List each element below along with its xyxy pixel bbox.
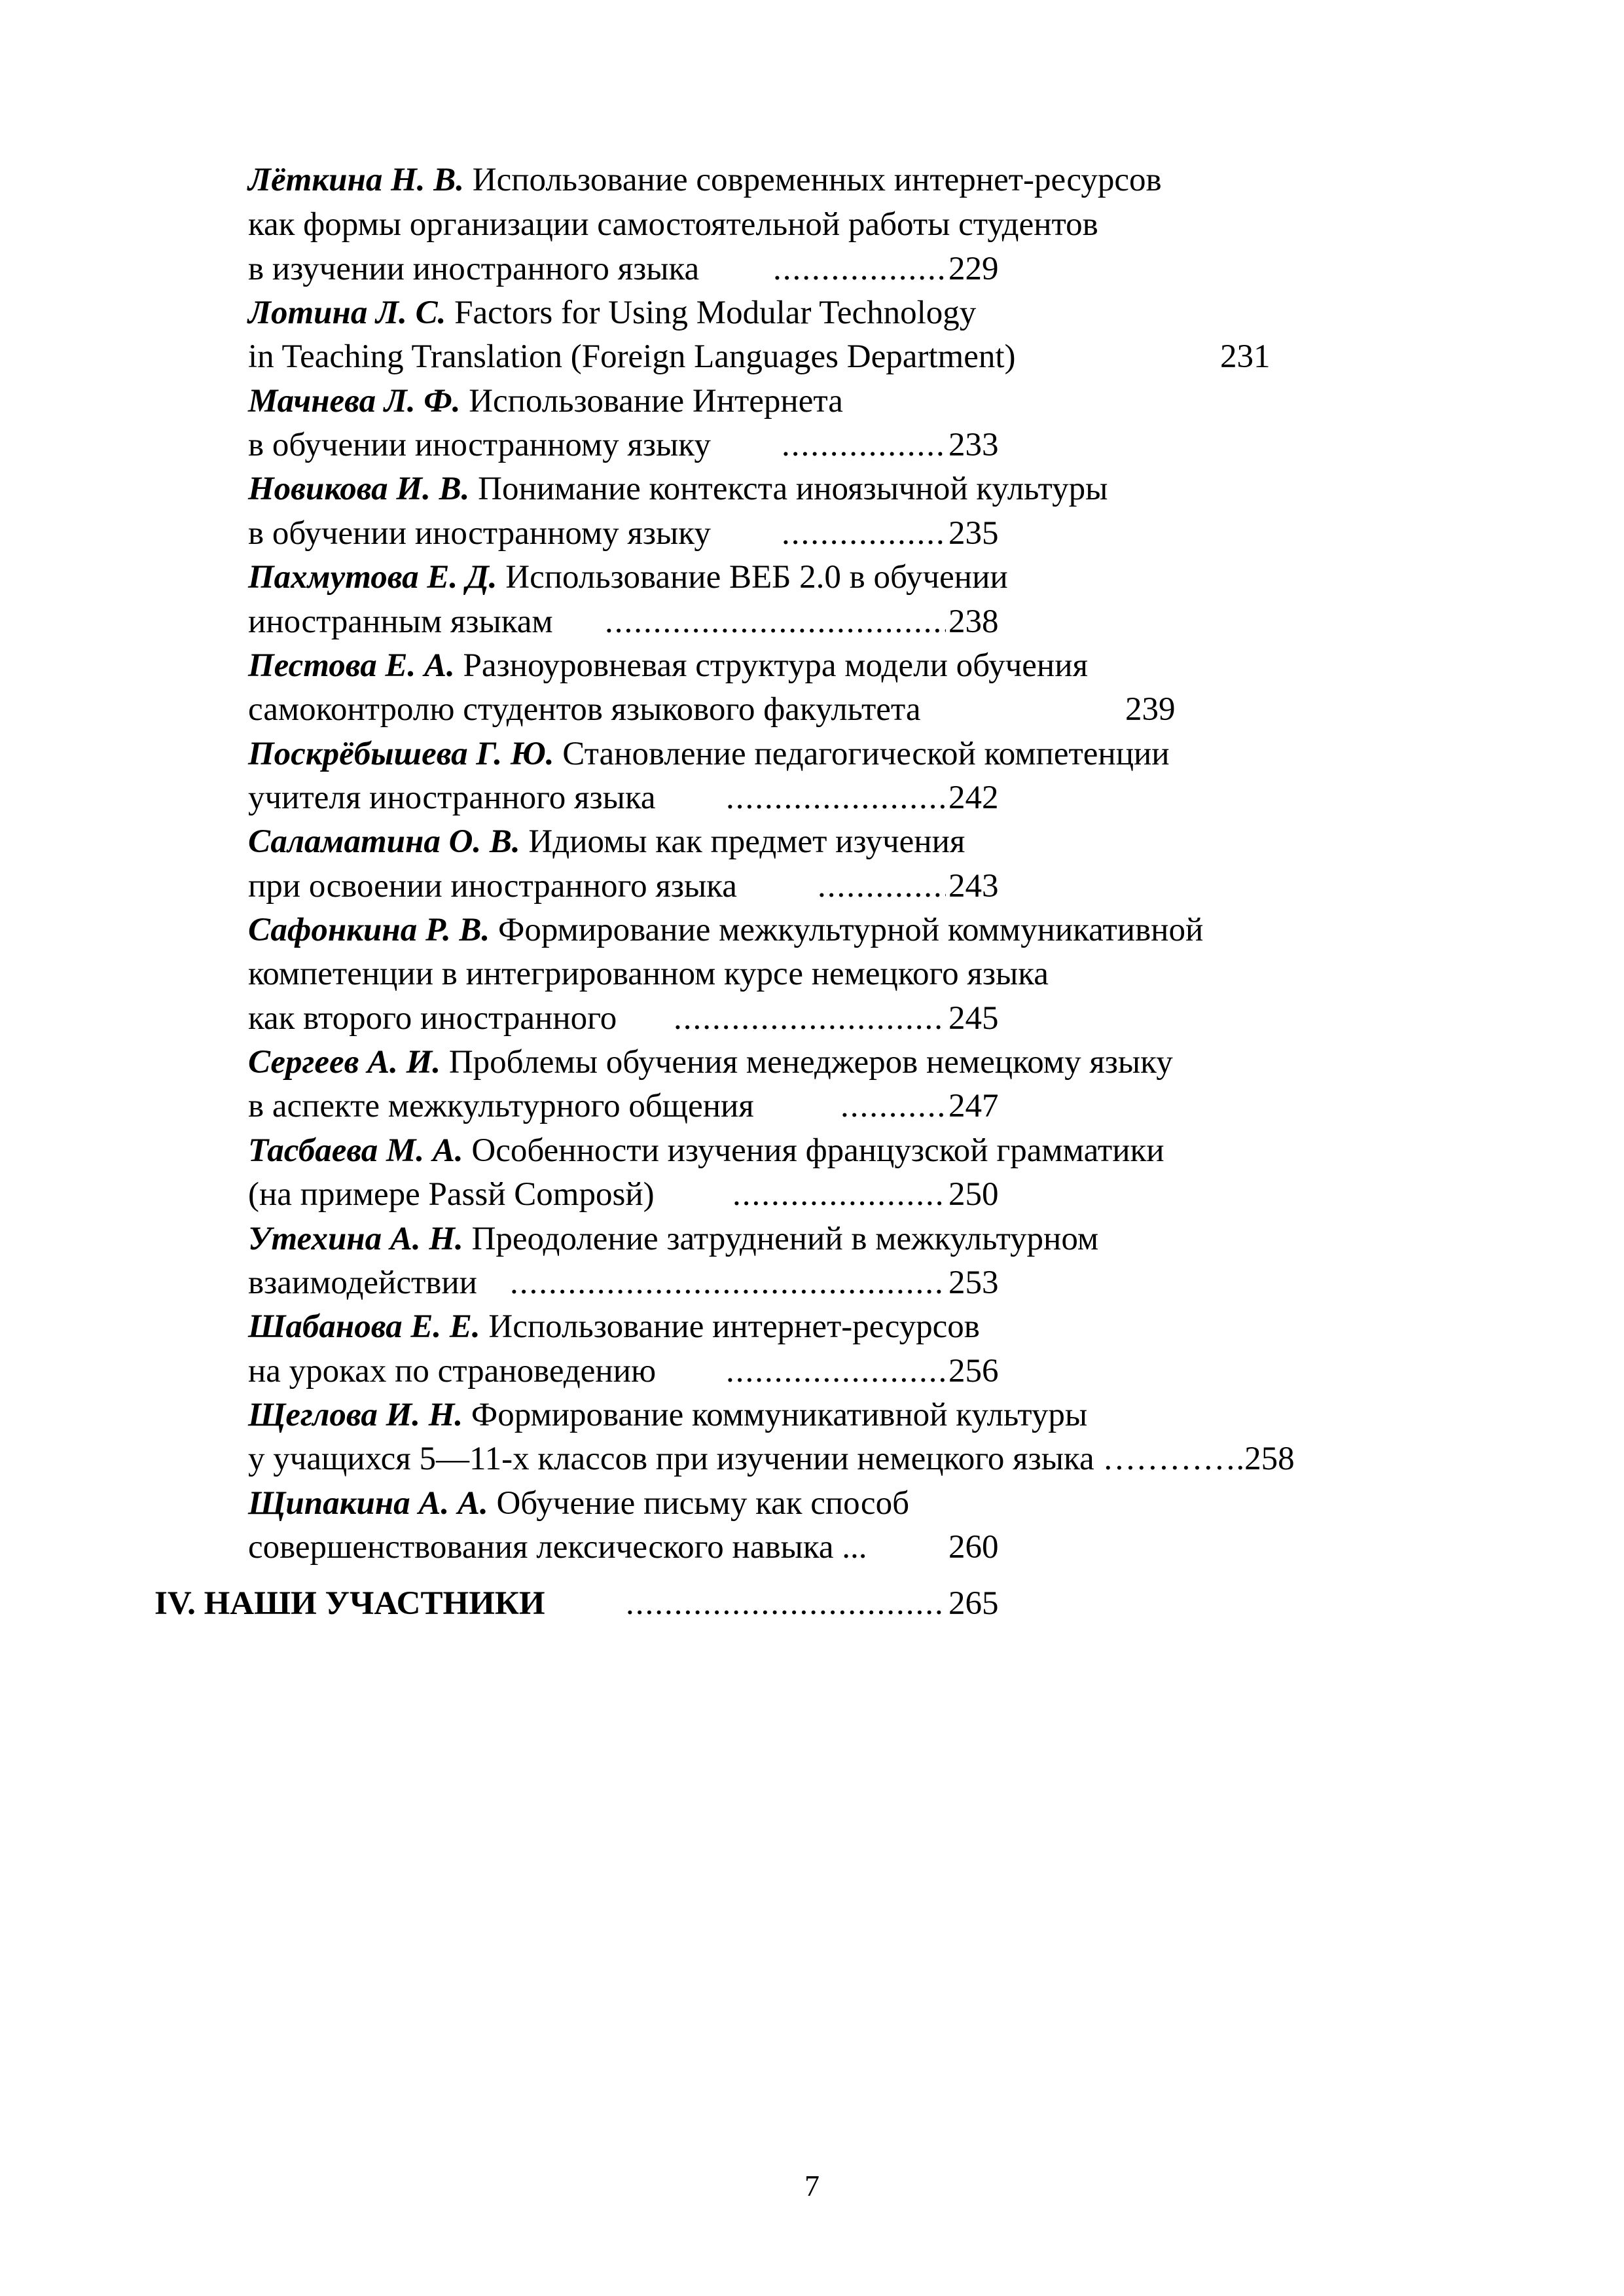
toc-entry-heading [248, 467, 1108, 511]
toc-title: Обучение письму как способ [496, 1485, 910, 1522]
toc-title: Использование современных интернет-ресурсов [472, 162, 1162, 198]
toc-entry-text: в обучении иностранному языку [248, 427, 711, 463]
toc-author: Пестова Е. А. [248, 647, 455, 684]
toc-entry-heading [248, 644, 1088, 687]
toc-title: Использование интернет-ресурсов [488, 1308, 980, 1345]
toc-page-number: 253 [948, 1265, 999, 1301]
toc-entry-line [248, 247, 1034, 291]
toc-entry-text: в обучении иностранному языку [248, 515, 711, 552]
toc-page-number: 245 [948, 1000, 999, 1037]
dot-leader [782, 423, 946, 467]
toc-entry-line [248, 512, 1034, 555]
toc-author: Шабанова Е. Е. [248, 1308, 480, 1345]
toc-entry-heading [248, 1305, 980, 1348]
toc-entry-text: учителя иностранного языка [248, 780, 656, 816]
toc-entry-line [248, 776, 1034, 819]
toc-entry-heading [248, 158, 1162, 202]
toc-entry-line [248, 1261, 1034, 1304]
toc-entry-line: как формы организации самостоятельной работы студентов [248, 206, 1098, 243]
dot-leader [818, 865, 946, 908]
dot-leader [782, 512, 946, 555]
toc-title: Factors for Using Modular Technology [454, 295, 977, 331]
toc-author: Щипакина А. А. [248, 1485, 488, 1522]
toc-author: Тасбаева М. А. [248, 1132, 463, 1169]
toc-page-number: 231 [1220, 338, 1271, 375]
toc-entry-line [248, 600, 1034, 643]
toc-page-number: 260 [948, 1529, 999, 1566]
toc-entry-text: иностранным языкам [248, 603, 553, 640]
toc-title: Понимание контекста иноязычной культуры [478, 471, 1108, 507]
toc-entry-heading [248, 1217, 1098, 1261]
toc-entry-line [248, 865, 1034, 908]
toc-entry-heading [248, 1041, 1173, 1084]
toc-entry-line [248, 1526, 1034, 1569]
toc-entry-line [248, 1437, 1492, 1480]
toc-author: Новикова И. В. [248, 471, 470, 507]
toc-author: Утехина А. Н. [248, 1221, 463, 1257]
toc-entry-heading [248, 291, 976, 334]
toc-entry-text: in Teaching Translation (Foreign Languages Department) [248, 338, 1016, 375]
toc-entry-line [248, 1173, 1034, 1216]
toc-entry-line: компетенции в интегрированном курсе немецкого языка [248, 956, 1049, 992]
dot-leader [732, 1173, 946, 1216]
section-title: IV. НАШИ УЧАСТНИКИ [154, 1585, 545, 1622]
toc-title: Проблемы обучения менеджеров немецкому языку [448, 1044, 1173, 1081]
toc-entry-text: совершенствования лексического навыка ... [248, 1529, 867, 1566]
toc-title: Формирование коммуникативной культуры [471, 1397, 1088, 1433]
toc-entry-text: как второго иностранного [248, 1000, 617, 1037]
toc-author: Саламатина О. В. [248, 823, 520, 860]
toc-entry-line [248, 1350, 1034, 1393]
toc-entry-line [248, 688, 1230, 731]
toc-page-number: 233 [948, 427, 999, 463]
page-number: 7 [804, 2169, 820, 2202]
toc-title: Использование Интернета [469, 383, 843, 420]
toc-entry-heading [248, 908, 1203, 952]
toc-author: Поскрёбышева Г. Ю. [248, 736, 554, 772]
toc-entry-heading [248, 1129, 1164, 1172]
toc-entry-line [248, 997, 1034, 1040]
toc-author: Мачнева Л. Ф. [248, 383, 461, 420]
toc-entry-text: в аспекте межкультурного общения [248, 1088, 754, 1124]
toc-entry-line [248, 1085, 1034, 1128]
toc-title: Идиомы как предмет изучения [528, 823, 965, 860]
toc-entry-line [248, 335, 1328, 378]
toc-entry-line [248, 423, 1034, 467]
dot-leader [773, 247, 946, 291]
toc-entry-heading [248, 732, 1170, 776]
toc-title: Особенности изучения французской грамматики [471, 1132, 1164, 1169]
toc-entry-text: самоконтролю студентов языкового факультета [248, 691, 921, 728]
dot-leader [726, 776, 946, 819]
toc-title: Преодоление затруднений в межкультурном [471, 1221, 1099, 1257]
toc-author: Пахмутова Е. Д. [248, 559, 497, 596]
dot-leader [605, 600, 946, 643]
toc-page-number: 265 [948, 1585, 999, 1622]
toc-author: Лотина Л. С. [248, 295, 446, 331]
toc-section-heading [154, 1582, 1071, 1625]
toc-entry-text: у учащихся 5—11-х классов при изучении немецкого языка …………. [248, 1441, 1245, 1477]
toc-page-number: 247 [948, 1088, 999, 1124]
toc-entry-text: при освоении иностранного языка [248, 868, 737, 905]
toc-entry-heading [248, 1482, 909, 1525]
dot-leader [840, 1085, 946, 1128]
toc-page-number: 242 [948, 780, 999, 816]
toc-page-number: 243 [948, 868, 999, 905]
dot-leader [674, 997, 946, 1040]
toc-entry-heading [248, 380, 843, 423]
toc-page-number: 229 [948, 251, 999, 287]
toc-page-number: 250 [948, 1176, 999, 1213]
toc-page-number: 258 [1244, 1441, 1295, 1477]
toc-page-number: 238 [948, 603, 999, 640]
dot-leader [726, 1350, 946, 1393]
toc-entry-heading [248, 1393, 1087, 1437]
toc-author: Щеглова И. Н. [248, 1397, 463, 1433]
toc-title: Становление педагогической компетенции [562, 736, 1170, 772]
toc-entry-heading [248, 820, 965, 863]
toc-title: Формирование межкультурной коммуникативной [498, 912, 1204, 948]
toc-author: Сергеев А. И. [248, 1044, 441, 1081]
toc-page-number: 239 [1125, 691, 1176, 728]
toc-page-number: 235 [948, 515, 999, 552]
toc-entry-text: (на примере Passй Composй) [248, 1176, 655, 1213]
toc-entry-heading [248, 556, 1008, 599]
toc-title: Использование ВЕБ 2.0 в обучении [505, 559, 1008, 596]
toc-entry-text: на уроках по страноведению [248, 1353, 657, 1390]
dot-leader [626, 1582, 947, 1625]
toc-author: Лёткина Н. В. [248, 162, 465, 198]
toc-title: Разноуровневая структура модели обучения [463, 647, 1088, 684]
toc-entry-text: взаимодействии [248, 1265, 477, 1301]
toc-entry-text: в изучении иностранного языка [248, 251, 700, 287]
toc-page-number: 256 [948, 1353, 999, 1390]
dot-leader [510, 1261, 946, 1304]
toc-author: Сафонкина Р. В. [248, 912, 490, 948]
